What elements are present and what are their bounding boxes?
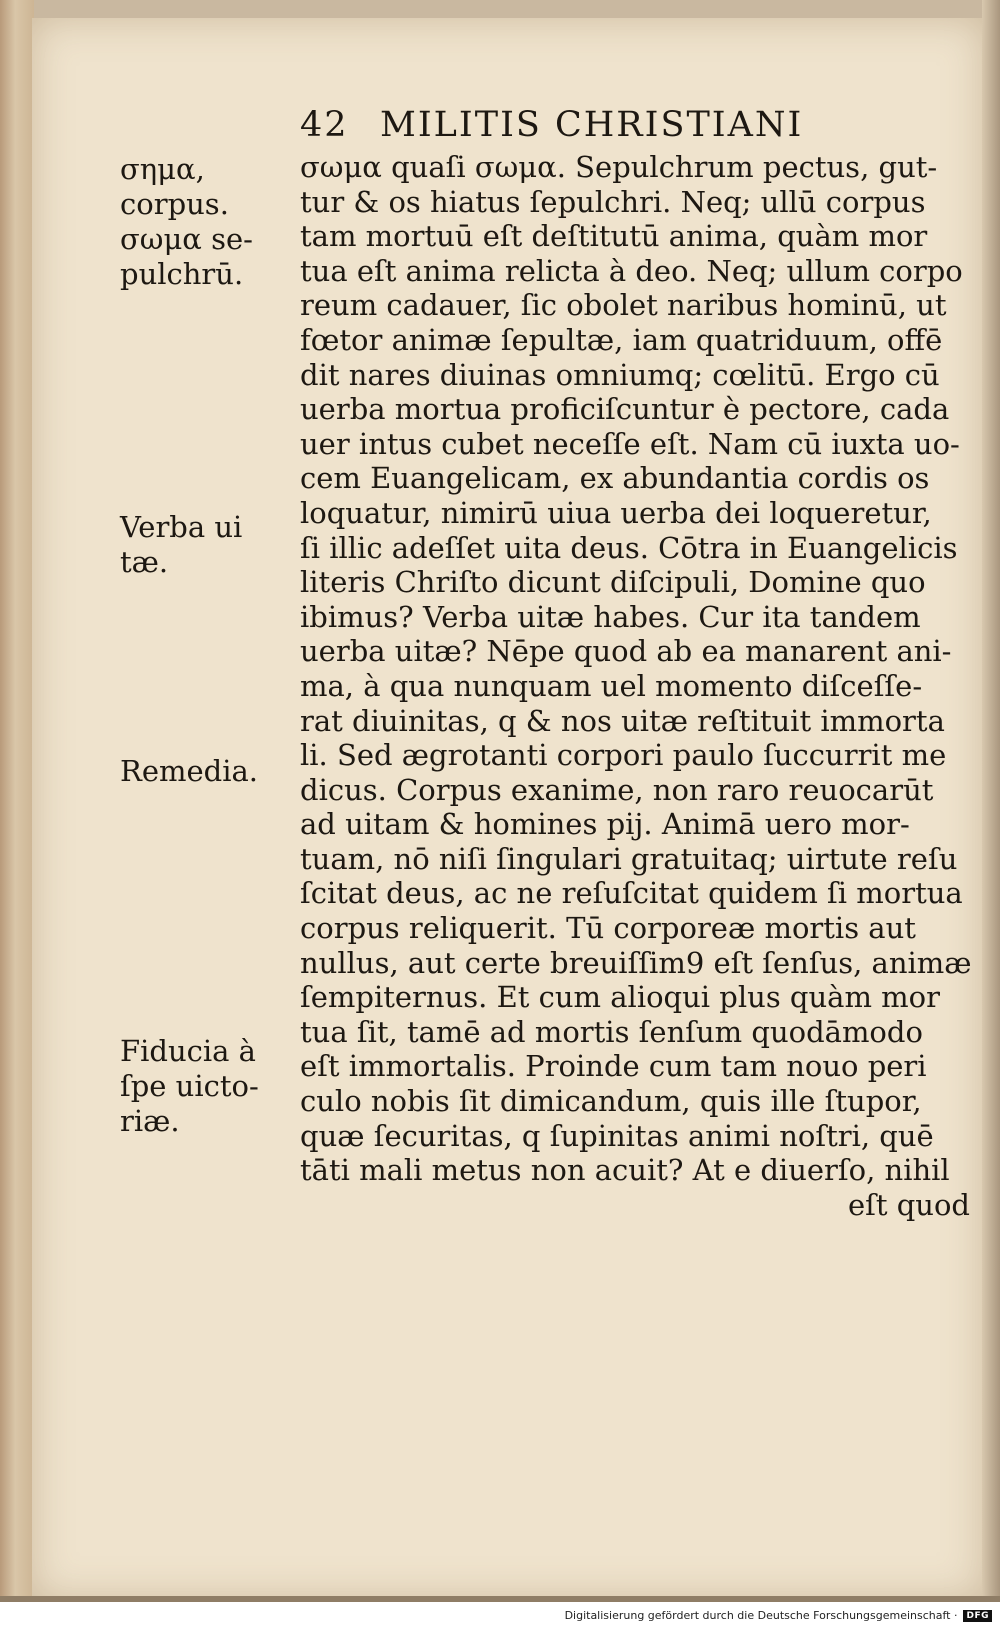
text-line: tua eſt anima relicta à deo. Neq; ullum corpo (300, 253, 963, 288)
digitization-footer (0, 1602, 1000, 1629)
body-text (300, 150, 980, 1222)
text-line: corpus reliquerit. Tū corporeæ mortis aut (300, 911, 916, 946)
text-line: ſi illic adeſſet uita deus. Cōtra in Euangelicis (300, 530, 958, 565)
text-line: quæ ſecuritas, q ſupinitas animi noſtri, quē (300, 1118, 934, 1153)
text-line: rat diuinitas, q & nos uitæ reſtituit immorta (300, 703, 945, 738)
text-line: tur & os hiatus ſepulchri. Neq; ullū corpus (300, 184, 926, 219)
text-line: ſempiternus. Et cum alioqui plus quàm mor (300, 980, 940, 1015)
text-line: culo nobis ſit dimicandum, quis ille ſtupor, (300, 1084, 922, 1119)
text-line: dicus. Corpus exanime, non raro reuocarūt (300, 772, 934, 807)
text-line: fœtor animæ ſepultæ, iam quatriduum, offē (300, 322, 943, 357)
text-line: eſt immortalis. Proinde cum tam nouo peri (300, 1049, 927, 1084)
catchword-line: eſt quod (847, 1187, 970, 1222)
margin-note-line: Remedia. (120, 754, 259, 788)
text-line: reum cadauer, ſic obolet naribus hominū, ut (300, 288, 947, 323)
margin-note-line: pulchrū. (120, 257, 244, 291)
margin-note-line: riæ. (120, 1104, 180, 1138)
book-gutter-edge (0, 0, 34, 1600)
text-line: ſcitat deus, ac ne reſuſcitat quidem ſi mortua (300, 876, 963, 911)
text-line: ibimus? Verba uitæ habes. Cur ita tandem (300, 599, 921, 634)
margin-note-line: tæ. (120, 545, 169, 579)
dfg-logo: DFG (963, 1610, 992, 1622)
running-title: MILITIS CHRISTIANI (380, 105, 804, 145)
margin-note-2 (120, 510, 290, 580)
footer-credit: Digitalisierung gefördert durch die Deutsche Forschungsgemeinschaft · (564, 1609, 958, 1622)
margin-note-line: corpus. (120, 187, 229, 221)
margin-note-3 (120, 754, 290, 789)
text-line: σωμα quaſi σωμα. Sepulchrum pectus, gut- (300, 150, 938, 184)
running-header (300, 100, 930, 150)
text-line: ma, à qua nunquam uel momento diſceſſe- (300, 668, 923, 703)
book-fore-edge (982, 0, 1000, 1600)
margin-note-line: Verba ui (120, 510, 243, 544)
page-number: 42 (300, 105, 349, 145)
text-line: uerba mortua proficiſcuntur è pectore, cada (300, 392, 950, 427)
margin-note-line: Fiducia à (120, 1034, 256, 1068)
margin-note-1 (120, 152, 290, 292)
text-line: tāti mali metus non acuit? At e diuerſo, nihil (300, 1153, 950, 1188)
text-line: uer intus cubet neceſſe eſt. Nam cū iuxta uo- (300, 426, 960, 461)
text-line: loquatur, nimirū uiua uerba dei loqueretur, (300, 495, 932, 530)
text-line: ad uitam & homines pij. Animā uero mor- (300, 807, 910, 842)
text-line: tua ſit, tamē ad mortis ſenſum quodāmodo (300, 1014, 923, 1049)
text-line: literis Chriſto dicunt diſcipuli, Domine quo (300, 565, 926, 600)
margin-note-4 (120, 1034, 290, 1139)
margin-note-line: σωμα se- (120, 222, 253, 256)
text-line: uerba uitæ? Nēpe quod ab ea manarent ani- (300, 634, 952, 669)
text-line: dit nares diuinas omniumq; cœlitū. Ergo cū (300, 357, 940, 392)
text-line: li. Sed ægrotanti corpori paulo ſuccurrit me (300, 738, 947, 773)
text-line: tam mortuū eſt deſtitutū anima, quàm mor (300, 219, 928, 254)
text-line: cem Euangelicam, ex abundantia cordis os (300, 461, 930, 496)
margin-note-line: σημα, (120, 152, 205, 186)
text-line: tuam, nō niſi ſingulari gratuitaq; uirtute reſu (300, 841, 958, 876)
margin-note-line: ſpe uicto- (120, 1069, 259, 1103)
text-line: nullus, aut certe breuiſſim9 eſt ſenſus, animæ (300, 945, 972, 980)
